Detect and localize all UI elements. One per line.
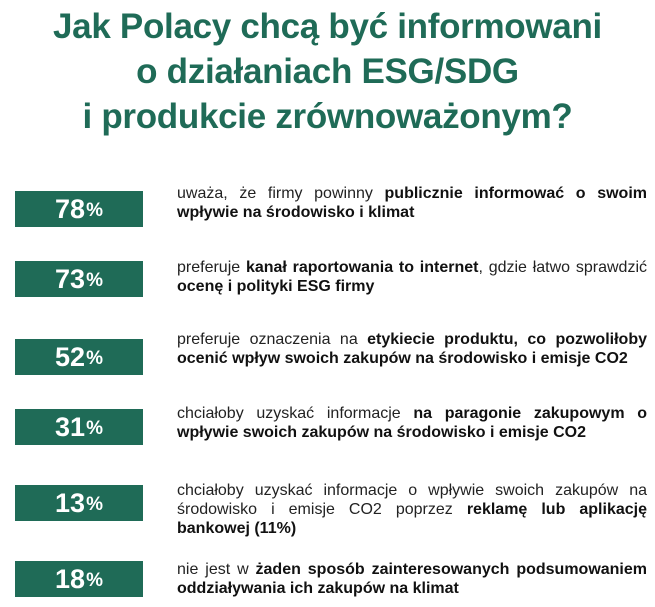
percent-value: 78 — [55, 193, 86, 224]
description-text: uważa, że firmy powinny — [177, 185, 385, 202]
percent-badge — [15, 485, 143, 521]
percent-value: 31 — [55, 411, 86, 442]
percent-value: 73 — [55, 263, 86, 294]
stat-description — [177, 560, 647, 598]
title-line-1: Jak Polacy chcą być informowani — [53, 7, 602, 46]
percent-badge — [15, 261, 143, 297]
description-text: chciałoby uzyskać informacje — [177, 405, 414, 422]
description-text: preferuje oznaczenia na — [177, 331, 368, 348]
description-emphasis: żaden sposób zainteresowanych podsumowaniem oddziaływania ich zakupów na klimat — [177, 561, 648, 597]
percent-value: 18 — [55, 563, 86, 594]
description-emphasis: ocenę i polityki ESG firmy — [177, 278, 375, 295]
stat-description — [177, 481, 647, 538]
title-line-3: i produkcie zrównoważonym? — [82, 97, 573, 136]
stat-description — [177, 184, 647, 222]
percent-sign: % — [86, 494, 103, 515]
stat-description — [177, 404, 647, 442]
description-emphasis: kanał raportowania to internet — [245, 259, 479, 276]
title-line-2: o działaniach ESG/SDG — [136, 52, 519, 91]
percent-sign: % — [86, 270, 103, 291]
percent-sign: % — [86, 348, 103, 369]
percent-badge — [15, 191, 143, 227]
stat-description — [177, 258, 647, 296]
percent-value: 13 — [55, 487, 86, 518]
percent-badge — [15, 339, 143, 375]
description-emphasis: na paragonie zakupowym o wpływie swoich zakupów na środowisko i emisje CO2 — [177, 405, 648, 441]
description-text: preferuje — [177, 259, 246, 276]
percent-badge — [15, 409, 143, 445]
percent-sign: % — [86, 200, 103, 221]
description-emphasis: reklamę lub aplikację bankowej (11%) — [177, 501, 647, 537]
percent-badge — [15, 561, 143, 597]
description-text: chciałoby uzyskać informacje o wpływie swoich zakupów na środowisko i emisje CO2 poprzez — [177, 482, 647, 518]
description-emphasis: etykiecie produktu, co pozwoliłoby ocenić wpływ swoich zakupów na środowisko i emisje CO2 — [177, 331, 647, 367]
percent-sign: % — [86, 570, 103, 591]
page-title — [0, 4, 655, 139]
description-text: nie jest w — [177, 561, 256, 578]
description-text: , gdzie łatwo sprawdzić — [478, 259, 647, 276]
percent-value: 52 — [55, 341, 86, 372]
percent-sign: % — [86, 418, 103, 439]
description-emphasis: publicznie informować o swoim wpływie na środowisko i klimat — [177, 185, 648, 221]
stat-description — [177, 330, 647, 368]
